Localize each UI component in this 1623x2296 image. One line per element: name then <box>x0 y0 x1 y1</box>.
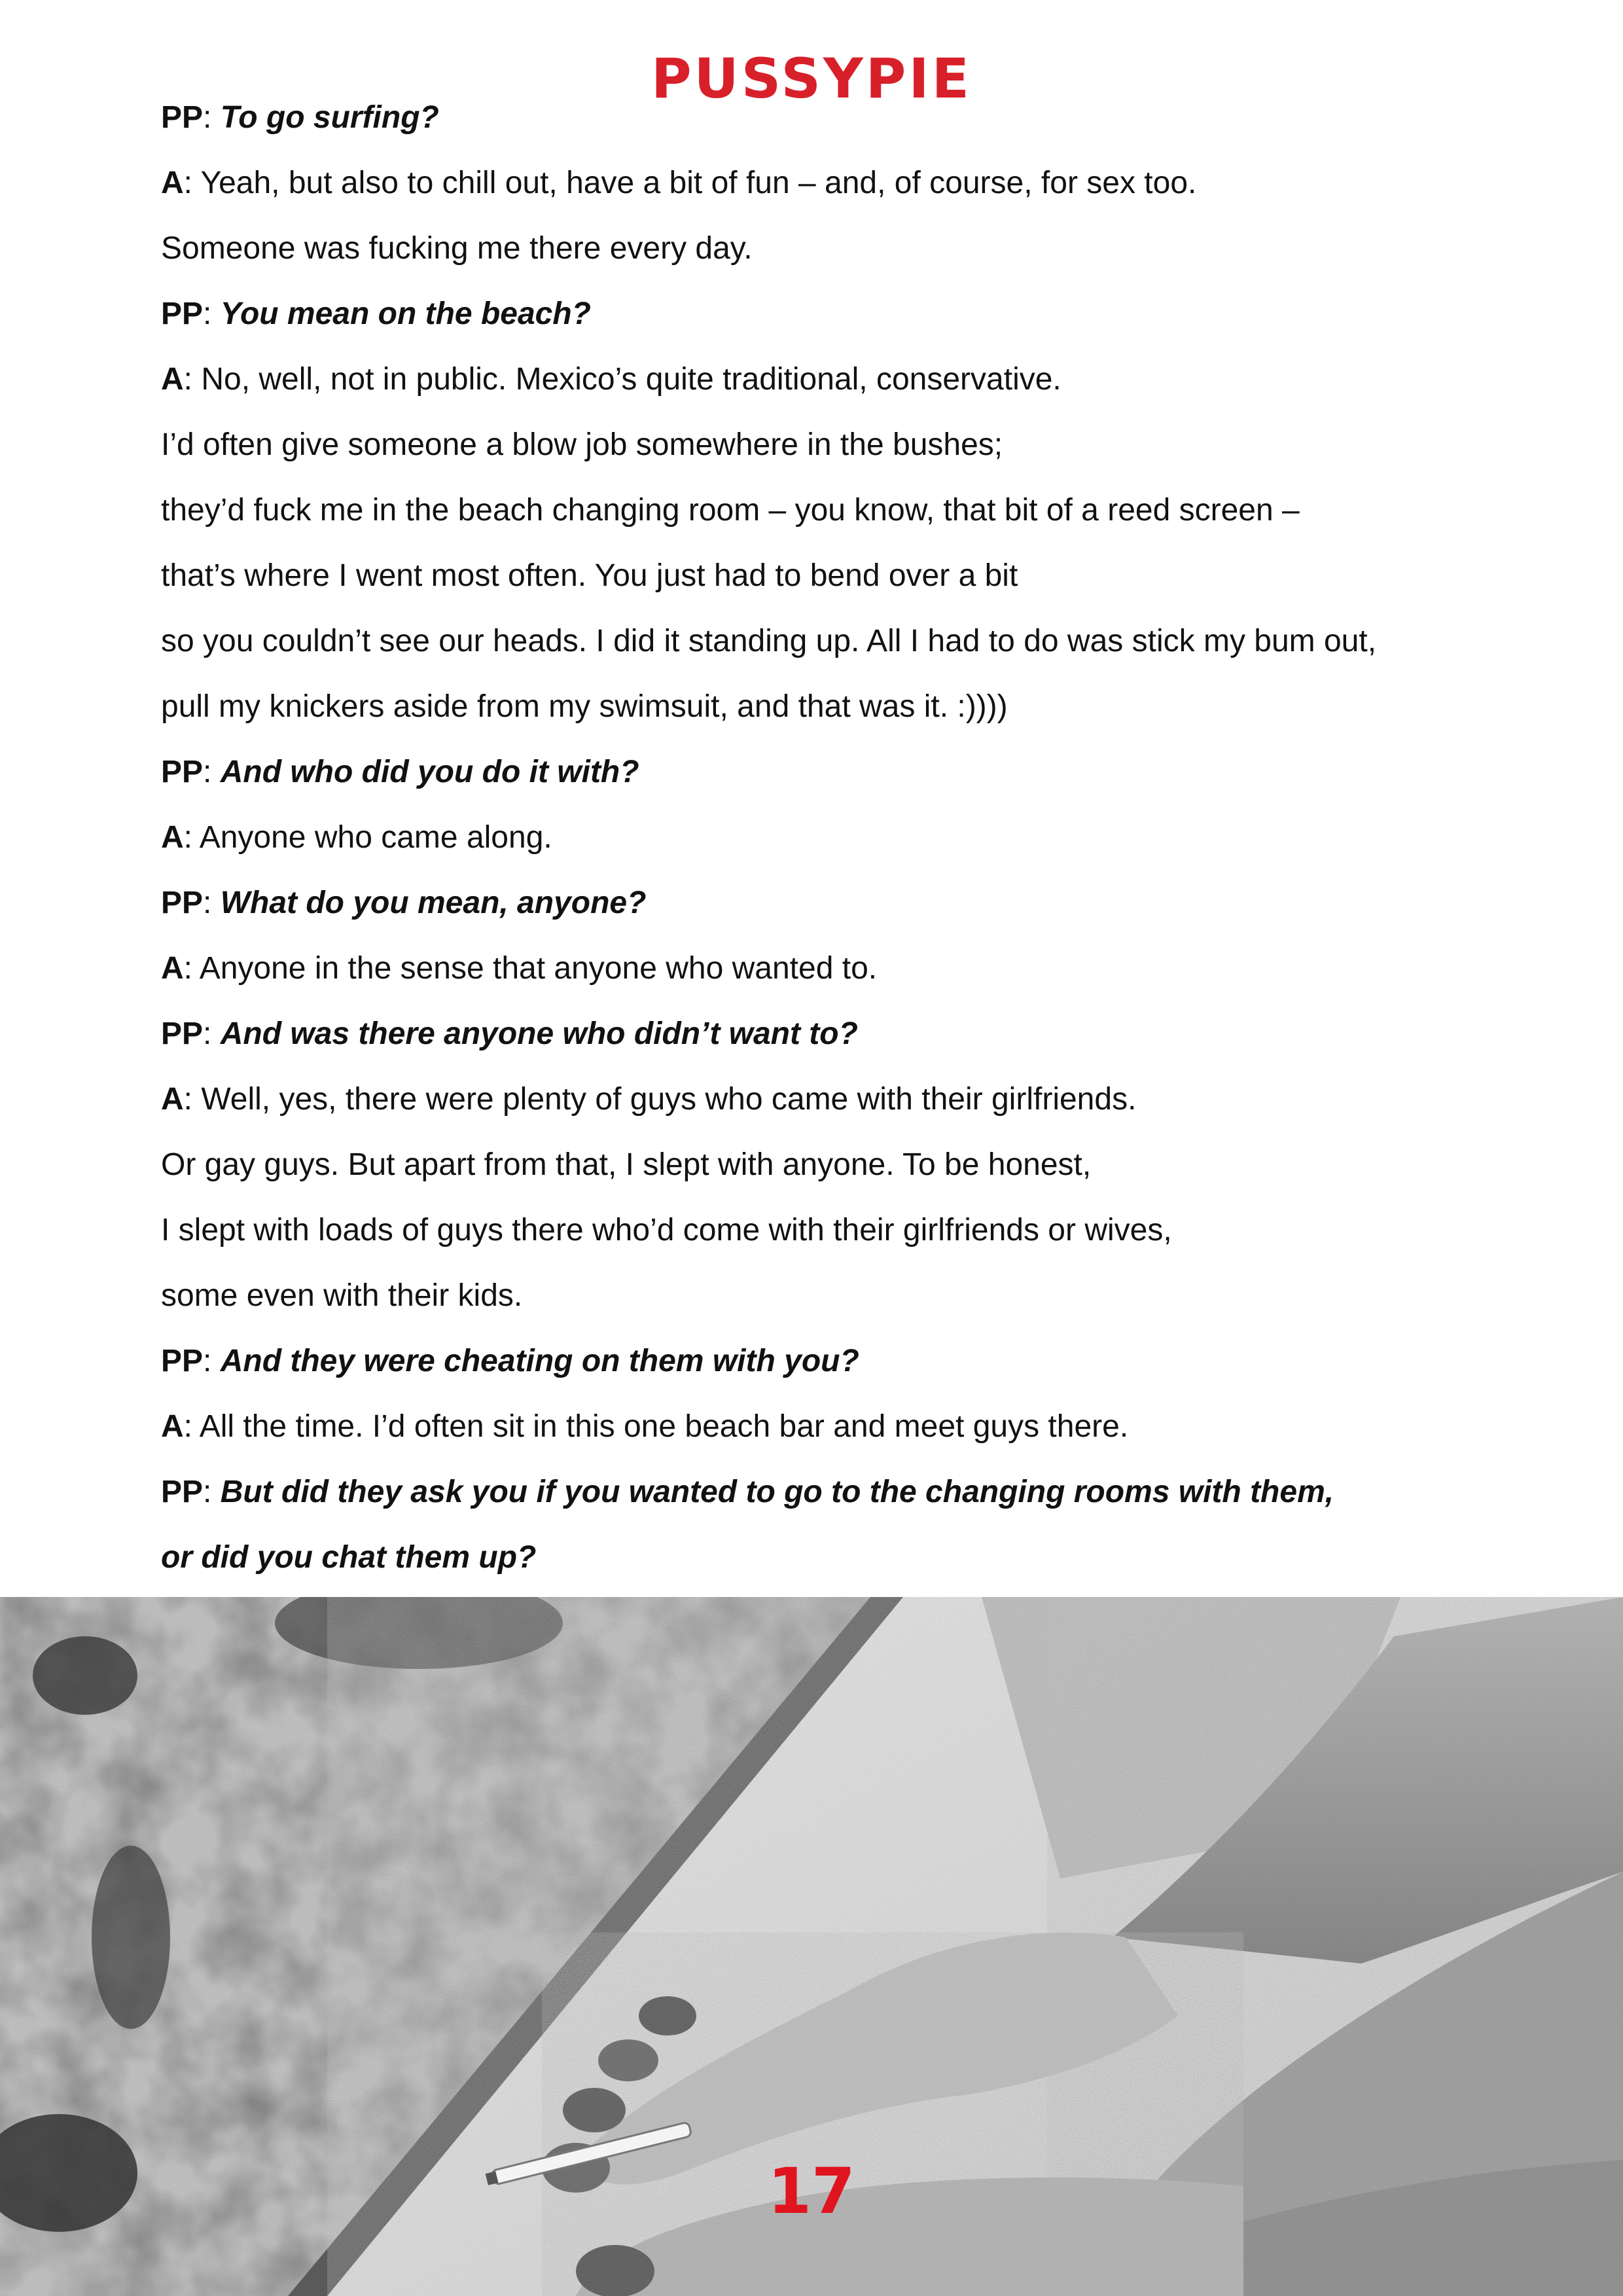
speaker-label: A <box>161 362 184 397</box>
answer-line <box>161 223 1503 288</box>
answer-line <box>161 1204 1503 1270</box>
line-text: I’d often give someone a blow job somewhere in the bushes; <box>161 427 1003 462</box>
line-text: And was there anyone who didn’t want to? <box>220 1016 858 1051</box>
line-text: that’s where I went most often. You just had to bend over a bit <box>161 558 1018 593</box>
line-text: No, well, not in public. Mexico’s quite traditional, conservative. <box>201 362 1061 397</box>
line-text: Anyone who came along. <box>199 820 552 855</box>
question-line: PP: And they were cheating on them with you? <box>161 1344 859 1378</box>
line-text: pull my knickers aside from my swimsuit, and that was it. :)))) <box>161 689 1008 724</box>
question-line <box>161 1532 1503 1597</box>
line-text: Well, yes, there were plenty of guys who came with their girlfriends. <box>201 1082 1137 1117</box>
answer-line <box>161 550 1503 615</box>
line-text: All the time. I’d often sit in this one beach bar and meet guys there. <box>199 1409 1129 1444</box>
answer-line <box>161 419 1503 484</box>
answer-line <box>161 1270 1503 1335</box>
question-line: PP: What do you mean, anyone? <box>161 886 647 920</box>
speaker-label: PP <box>161 755 204 789</box>
question-line: PP: And was there anyone who didn’t want to? <box>161 1016 858 1051</box>
speaker-label: A <box>161 1082 184 1117</box>
page-number: 17 <box>768 2155 855 2228</box>
speaker-label: PP <box>161 1475 204 1509</box>
line-text: Or gay guys. But apart from that, I slept with anyone. To be honest, <box>161 1147 1092 1182</box>
line-text: or did you chat them up? <box>161 1540 537 1575</box>
line-text: What do you mean, anyone? <box>220 886 647 920</box>
speaker-label: PP <box>161 886 204 920</box>
line-text: they’d fuck me in the beach changing room – you know, that bit of a reed screen – <box>161 493 1300 528</box>
answer-line: A: Anyone in the sense that anyone who wanted to. <box>161 951 878 986</box>
line-text: Anyone in the sense that anyone who wanted to. <box>199 951 878 986</box>
answer-line: A: Anyone who came along. <box>161 820 552 855</box>
speaker-label: PP <box>161 100 204 135</box>
line-text: But did they ask you if you wanted to go to the changing rooms with them, <box>220 1475 1334 1509</box>
speaker-label: PP <box>161 296 204 331</box>
answer-line <box>161 615 1503 681</box>
speaker-label: PP <box>161 1016 204 1051</box>
speaker-label: A <box>161 951 184 986</box>
question-line: PP: You mean on the beach? <box>161 296 591 331</box>
line-text: so you couldn’t see our heads. I did it standing up. All I had to do was stick my bum out, <box>161 624 1377 658</box>
line-text: You mean on the beach? <box>220 296 591 331</box>
answer-line: A: Yeah, but also to chill out, have a bit of fun – and, of course, for sex too. <box>161 166 1197 200</box>
line-text: some even with their kids. <box>161 1278 523 1313</box>
answer-line: A: Well, yes, there were plenty of guys who came with their girlfriends. <box>161 1082 1137 1117</box>
line-text: I slept with loads of guys there who’d come with their girlfriends or wives, <box>161 1213 1172 1247</box>
line-text: And who did you do it with? <box>220 755 639 789</box>
question-line: PP: To go surfing? <box>161 100 439 135</box>
answer-line: A: No, well, not in public. Mexico’s quite traditional, conservative. <box>161 362 1061 397</box>
answer-line <box>161 681 1503 746</box>
answer-line <box>161 1139 1503 1204</box>
line-text: Someone was fucking me there every day. <box>161 231 753 266</box>
question-line: PP: And who did you do it with? <box>161 755 639 789</box>
interview-text <box>161 92 1503 1597</box>
speaker-label: A <box>161 820 184 855</box>
speaker-label: PP <box>161 1344 204 1378</box>
masthead-logo: PUSSYPIE <box>651 46 972 111</box>
speaker-label: A <box>161 1409 184 1444</box>
line-text: Yeah, but also to chill out, have a bit of fun – and, of course, for sex too. <box>200 166 1197 200</box>
speaker-label: A <box>161 166 184 200</box>
answer-line <box>161 484 1503 550</box>
question-line: PP: But did they ask you if you wanted to go to the changing rooms with them, <box>161 1475 1334 1509</box>
line-text: And they were cheating on them with you? <box>220 1344 859 1378</box>
answer-line: A: All the time. I’d often sit in this one beach bar and meet guys there. <box>161 1409 1129 1444</box>
line-text: To go surfing? <box>220 100 439 135</box>
